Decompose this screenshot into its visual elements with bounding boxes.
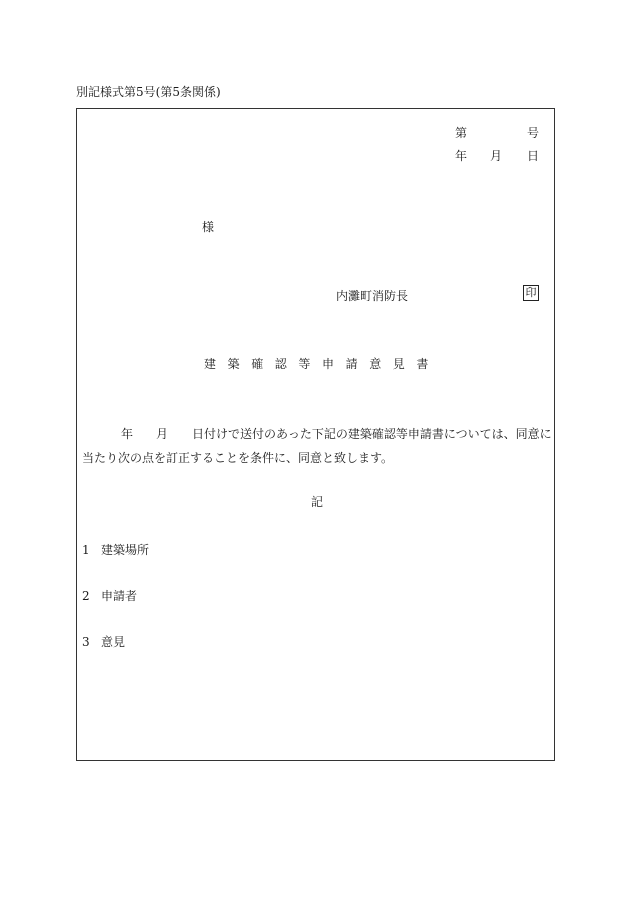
- ki-heading: 記: [311, 495, 324, 509]
- body-line-1: 日付けで送付のあった下記の建築確認等申請書については、同意に: [192, 427, 552, 441]
- issuer-name: 内灘町消防長: [336, 289, 409, 303]
- seal-mark: 印: [523, 285, 539, 301]
- date-year-label: 年: [455, 149, 468, 163]
- date-day-label: 日: [527, 149, 540, 163]
- list-item-applicant: [82, 587, 137, 604]
- number-prefix: 第: [455, 126, 468, 140]
- body-year-label: 年: [121, 427, 134, 441]
- item-label: 意見: [101, 635, 126, 649]
- addressee-suffix: 様: [202, 220, 215, 234]
- item-index: 2: [82, 589, 90, 603]
- form-caption: 別記様式第5号(第5条関係): [76, 85, 221, 99]
- item-label: 建築場所: [101, 543, 150, 557]
- body-month-label: 月: [156, 427, 169, 441]
- list-item-opinion: [82, 633, 125, 650]
- number-suffix: 号: [527, 126, 540, 140]
- body-line-2: 当たり次の点を訂正することを条件に、同意と致します。: [82, 451, 394, 465]
- list-item-construction-site: [82, 541, 149, 558]
- document-title: 建築確認等申請意見書: [204, 357, 441, 371]
- item-label: 申請者: [101, 589, 138, 603]
- item-index: 3: [82, 635, 90, 649]
- date-month-label: 月: [490, 149, 503, 163]
- item-index: 1: [82, 543, 90, 557]
